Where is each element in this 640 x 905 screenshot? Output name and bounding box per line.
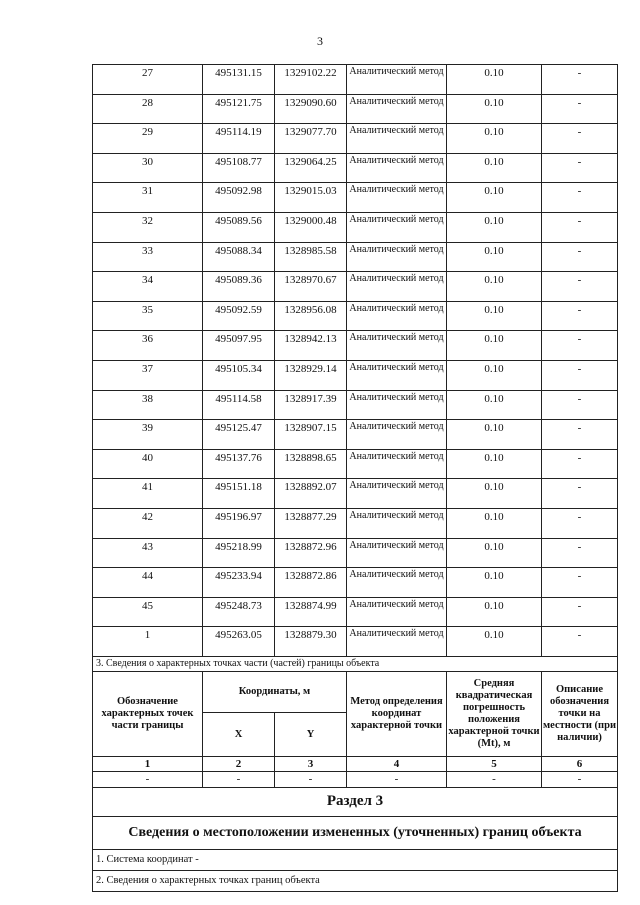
coordinates-rows xyxy=(93,65,618,657)
method-cell: Аналитический метод xyxy=(347,538,447,568)
table-row xyxy=(93,212,618,242)
table-row xyxy=(93,390,618,420)
point-number-cell: 35 xyxy=(93,301,203,331)
error-cell: 0.10 xyxy=(447,212,542,242)
error-cell: 0.10 xyxy=(447,360,542,390)
description-cell: - xyxy=(542,390,618,420)
method-cell: Аналитический метод xyxy=(347,449,447,479)
description-cell: - xyxy=(542,153,618,183)
point-number-cell: 34 xyxy=(93,272,203,302)
razdel-title: Раздел 3 xyxy=(93,787,618,816)
method-cell: Аналитический метод xyxy=(347,390,447,420)
x-coordinate-cell: 495089.36 xyxy=(203,272,275,302)
header-error: Средняя квадратическая погрешность положения характерной точки (Mt), м xyxy=(447,671,542,756)
description-cell: - xyxy=(542,479,618,509)
method-cell: Аналитический метод xyxy=(347,331,447,361)
error-cell: 0.10 xyxy=(447,479,542,509)
description-cell: - xyxy=(542,538,618,568)
description-cell: - xyxy=(542,331,618,361)
error-cell: 0.10 xyxy=(447,420,542,450)
error-cell: 0.10 xyxy=(447,65,542,95)
section3-dash-row xyxy=(93,771,618,787)
table-row xyxy=(93,627,618,657)
y-coordinate-cell: 1329077.70 xyxy=(275,124,347,154)
dash-cell: - xyxy=(93,771,203,787)
description-cell: - xyxy=(542,420,618,450)
table-row xyxy=(93,449,618,479)
table-row xyxy=(93,301,618,331)
coord-system-row xyxy=(93,849,618,870)
svedenia-row xyxy=(93,816,618,849)
error-cell: 0.10 xyxy=(447,627,542,657)
error-cell: 0.10 xyxy=(447,242,542,272)
table-row xyxy=(93,94,618,124)
description-cell: - xyxy=(542,65,618,95)
point-number-cell: 27 xyxy=(93,65,203,95)
table-row xyxy=(93,508,618,538)
x-coordinate-cell: 495131.15 xyxy=(203,65,275,95)
index-cell: 1 xyxy=(93,756,203,771)
method-cell: Аналитический метод xyxy=(347,65,447,95)
section3-title-row xyxy=(93,656,618,671)
x-coordinate-cell: 495088.34 xyxy=(203,242,275,272)
point-number-cell: 36 xyxy=(93,331,203,361)
description-cell: - xyxy=(542,301,618,331)
method-cell: Аналитический метод xyxy=(347,212,447,242)
description-cell: - xyxy=(542,94,618,124)
index-cell: 5 xyxy=(447,756,542,771)
y-coordinate-cell: 1328956.08 xyxy=(275,301,347,331)
description-cell: - xyxy=(542,242,618,272)
point-number-cell: 39 xyxy=(93,420,203,450)
point-number-cell: 32 xyxy=(93,212,203,242)
error-cell: 0.10 xyxy=(447,568,542,598)
point-number-cell: 41 xyxy=(93,479,203,509)
document-table-wrap xyxy=(92,64,617,892)
method-cell: Аналитический метод xyxy=(347,94,447,124)
table-row xyxy=(93,242,618,272)
error-cell: 0.10 xyxy=(447,94,542,124)
error-cell: 0.10 xyxy=(447,331,542,361)
x-coordinate-cell: 495097.95 xyxy=(203,331,275,361)
table-row xyxy=(93,183,618,213)
method-cell: Аналитический метод xyxy=(347,508,447,538)
y-coordinate-cell: 1328898.65 xyxy=(275,449,347,479)
dash-cell: - xyxy=(447,771,542,787)
x-coordinate-cell: 495196.97 xyxy=(203,508,275,538)
error-cell: 0.10 xyxy=(447,183,542,213)
x-coordinate-cell: 495114.58 xyxy=(203,390,275,420)
y-coordinate-cell: 1328985.58 xyxy=(275,242,347,272)
y-coordinate-cell: 1328872.96 xyxy=(275,538,347,568)
dash-cell: - xyxy=(542,771,618,787)
description-cell: - xyxy=(542,508,618,538)
point-number-cell: 42 xyxy=(93,508,203,538)
point-number-cell: 38 xyxy=(93,390,203,420)
error-cell: 0.10 xyxy=(447,508,542,538)
point-number-cell: 40 xyxy=(93,449,203,479)
y-coordinate-cell: 1328970.67 xyxy=(275,272,347,302)
table-row xyxy=(93,65,618,95)
point-number-cell: 37 xyxy=(93,360,203,390)
table-row xyxy=(93,360,618,390)
method-cell: Аналитический метод xyxy=(347,242,447,272)
y-coordinate-cell: 1328877.29 xyxy=(275,508,347,538)
x-coordinate-cell: 495105.34 xyxy=(203,360,275,390)
point-number-cell: 1 xyxy=(93,627,203,657)
error-cell: 0.10 xyxy=(447,597,542,627)
method-cell: Аналитический метод xyxy=(347,568,447,598)
table-row xyxy=(93,124,618,154)
dash-cell: - xyxy=(275,771,347,787)
error-cell: 0.10 xyxy=(447,390,542,420)
method-cell: Аналитический метод xyxy=(347,597,447,627)
table-row xyxy=(93,153,618,183)
error-cell: 0.10 xyxy=(447,449,542,479)
y-coordinate-cell: 1329090.60 xyxy=(275,94,347,124)
point-number-cell: 30 xyxy=(93,153,203,183)
x-coordinate-cell: 495233.94 xyxy=(203,568,275,598)
table-row xyxy=(93,479,618,509)
points-info-text: 2. Сведения о характерных точках границ объекта xyxy=(93,870,618,891)
x-coordinate-cell: 495248.73 xyxy=(203,597,275,627)
point-number-cell: 28 xyxy=(93,94,203,124)
table-row xyxy=(93,568,618,598)
table-row xyxy=(93,420,618,450)
point-number-cell: 33 xyxy=(93,242,203,272)
point-number-cell: 31 xyxy=(93,183,203,213)
y-coordinate-cell: 1328874.99 xyxy=(275,597,347,627)
header-y: Y xyxy=(275,713,347,757)
section3-index-row xyxy=(93,756,618,771)
coord-system-text: 1. Система координат - xyxy=(93,849,618,870)
description-cell: - xyxy=(542,597,618,627)
x-coordinate-cell: 495089.56 xyxy=(203,212,275,242)
method-cell: Аналитический метод xyxy=(347,360,447,390)
header-x: X xyxy=(203,713,275,757)
x-coordinate-cell: 495137.76 xyxy=(203,449,275,479)
x-coordinate-cell: 495125.47 xyxy=(203,420,275,450)
point-number-cell: 29 xyxy=(93,124,203,154)
method-cell: Аналитический метод xyxy=(347,124,447,154)
index-cell: 2 xyxy=(203,756,275,771)
y-coordinate-cell: 1328907.15 xyxy=(275,420,347,450)
header-description: Описание обозначения точки на местности (при наличии) xyxy=(542,671,618,756)
razdel-row xyxy=(93,787,618,816)
y-coordinate-cell: 1329102.22 xyxy=(275,65,347,95)
x-coordinate-cell: 495108.77 xyxy=(203,153,275,183)
x-coordinate-cell: 495092.59 xyxy=(203,301,275,331)
error-cell: 0.10 xyxy=(447,124,542,154)
method-cell: Аналитический метод xyxy=(347,183,447,213)
y-coordinate-cell: 1329000.48 xyxy=(275,212,347,242)
index-cell: 3 xyxy=(275,756,347,771)
index-cell: 6 xyxy=(542,756,618,771)
x-coordinate-cell: 495092.98 xyxy=(203,183,275,213)
x-coordinate-cell: 495151.18 xyxy=(203,479,275,509)
y-coordinate-cell: 1328872.86 xyxy=(275,568,347,598)
header-coords: Координаты, м xyxy=(203,671,347,712)
coordinates-table xyxy=(92,64,618,892)
table-row xyxy=(93,331,618,361)
table-row xyxy=(93,597,618,627)
points-info-row xyxy=(93,870,618,891)
point-number-cell: 45 xyxy=(93,597,203,627)
y-coordinate-cell: 1328929.14 xyxy=(275,360,347,390)
y-coordinate-cell: 1328942.13 xyxy=(275,331,347,361)
page-number: 3 xyxy=(317,34,323,48)
point-number-cell: 43 xyxy=(93,538,203,568)
method-cell: Аналитический метод xyxy=(347,301,447,331)
method-cell: Аналитический метод xyxy=(347,420,447,450)
section3-header-row xyxy=(93,671,618,712)
table-row xyxy=(93,538,618,568)
method-cell: Аналитический метод xyxy=(347,272,447,302)
error-cell: 0.10 xyxy=(447,538,542,568)
y-coordinate-cell: 1329015.03 xyxy=(275,183,347,213)
dash-cell: - xyxy=(203,771,275,787)
y-coordinate-cell: 1328917.39 xyxy=(275,390,347,420)
header-method: Метод определения координат характерной точки xyxy=(347,671,447,756)
description-cell: - xyxy=(542,272,618,302)
header-designation: Обозначение характерных точек части границы xyxy=(93,671,203,756)
error-cell: 0.10 xyxy=(447,301,542,331)
y-coordinate-cell: 1328879.30 xyxy=(275,627,347,657)
y-coordinate-cell: 1329064.25 xyxy=(275,153,347,183)
index-cell: 4 xyxy=(347,756,447,771)
error-cell: 0.10 xyxy=(447,272,542,302)
description-cell: - xyxy=(542,212,618,242)
method-cell: Аналитический метод xyxy=(347,479,447,509)
dash-cell: - xyxy=(347,771,447,787)
x-coordinate-cell: 495263.05 xyxy=(203,627,275,657)
description-cell: - xyxy=(542,568,618,598)
method-cell: Аналитический метод xyxy=(347,153,447,183)
description-cell: - xyxy=(542,360,618,390)
description-cell: - xyxy=(542,627,618,657)
table-row xyxy=(93,272,618,302)
x-coordinate-cell: 495218.99 xyxy=(203,538,275,568)
error-cell: 0.10 xyxy=(447,153,542,183)
description-cell: - xyxy=(542,183,618,213)
razdel-subtitle: Сведения о местоположении измененных (уточненных) границ объекта xyxy=(93,816,618,849)
section3-title: 3. Сведения о характерных точках части (частей) границы объекта xyxy=(93,656,618,671)
x-coordinate-cell: 495121.75 xyxy=(203,94,275,124)
point-number-cell: 44 xyxy=(93,568,203,598)
x-coordinate-cell: 495114.19 xyxy=(203,124,275,154)
y-coordinate-cell: 1328892.07 xyxy=(275,479,347,509)
method-cell: Аналитический метод xyxy=(347,627,447,657)
description-cell: - xyxy=(542,449,618,479)
description-cell: - xyxy=(542,124,618,154)
